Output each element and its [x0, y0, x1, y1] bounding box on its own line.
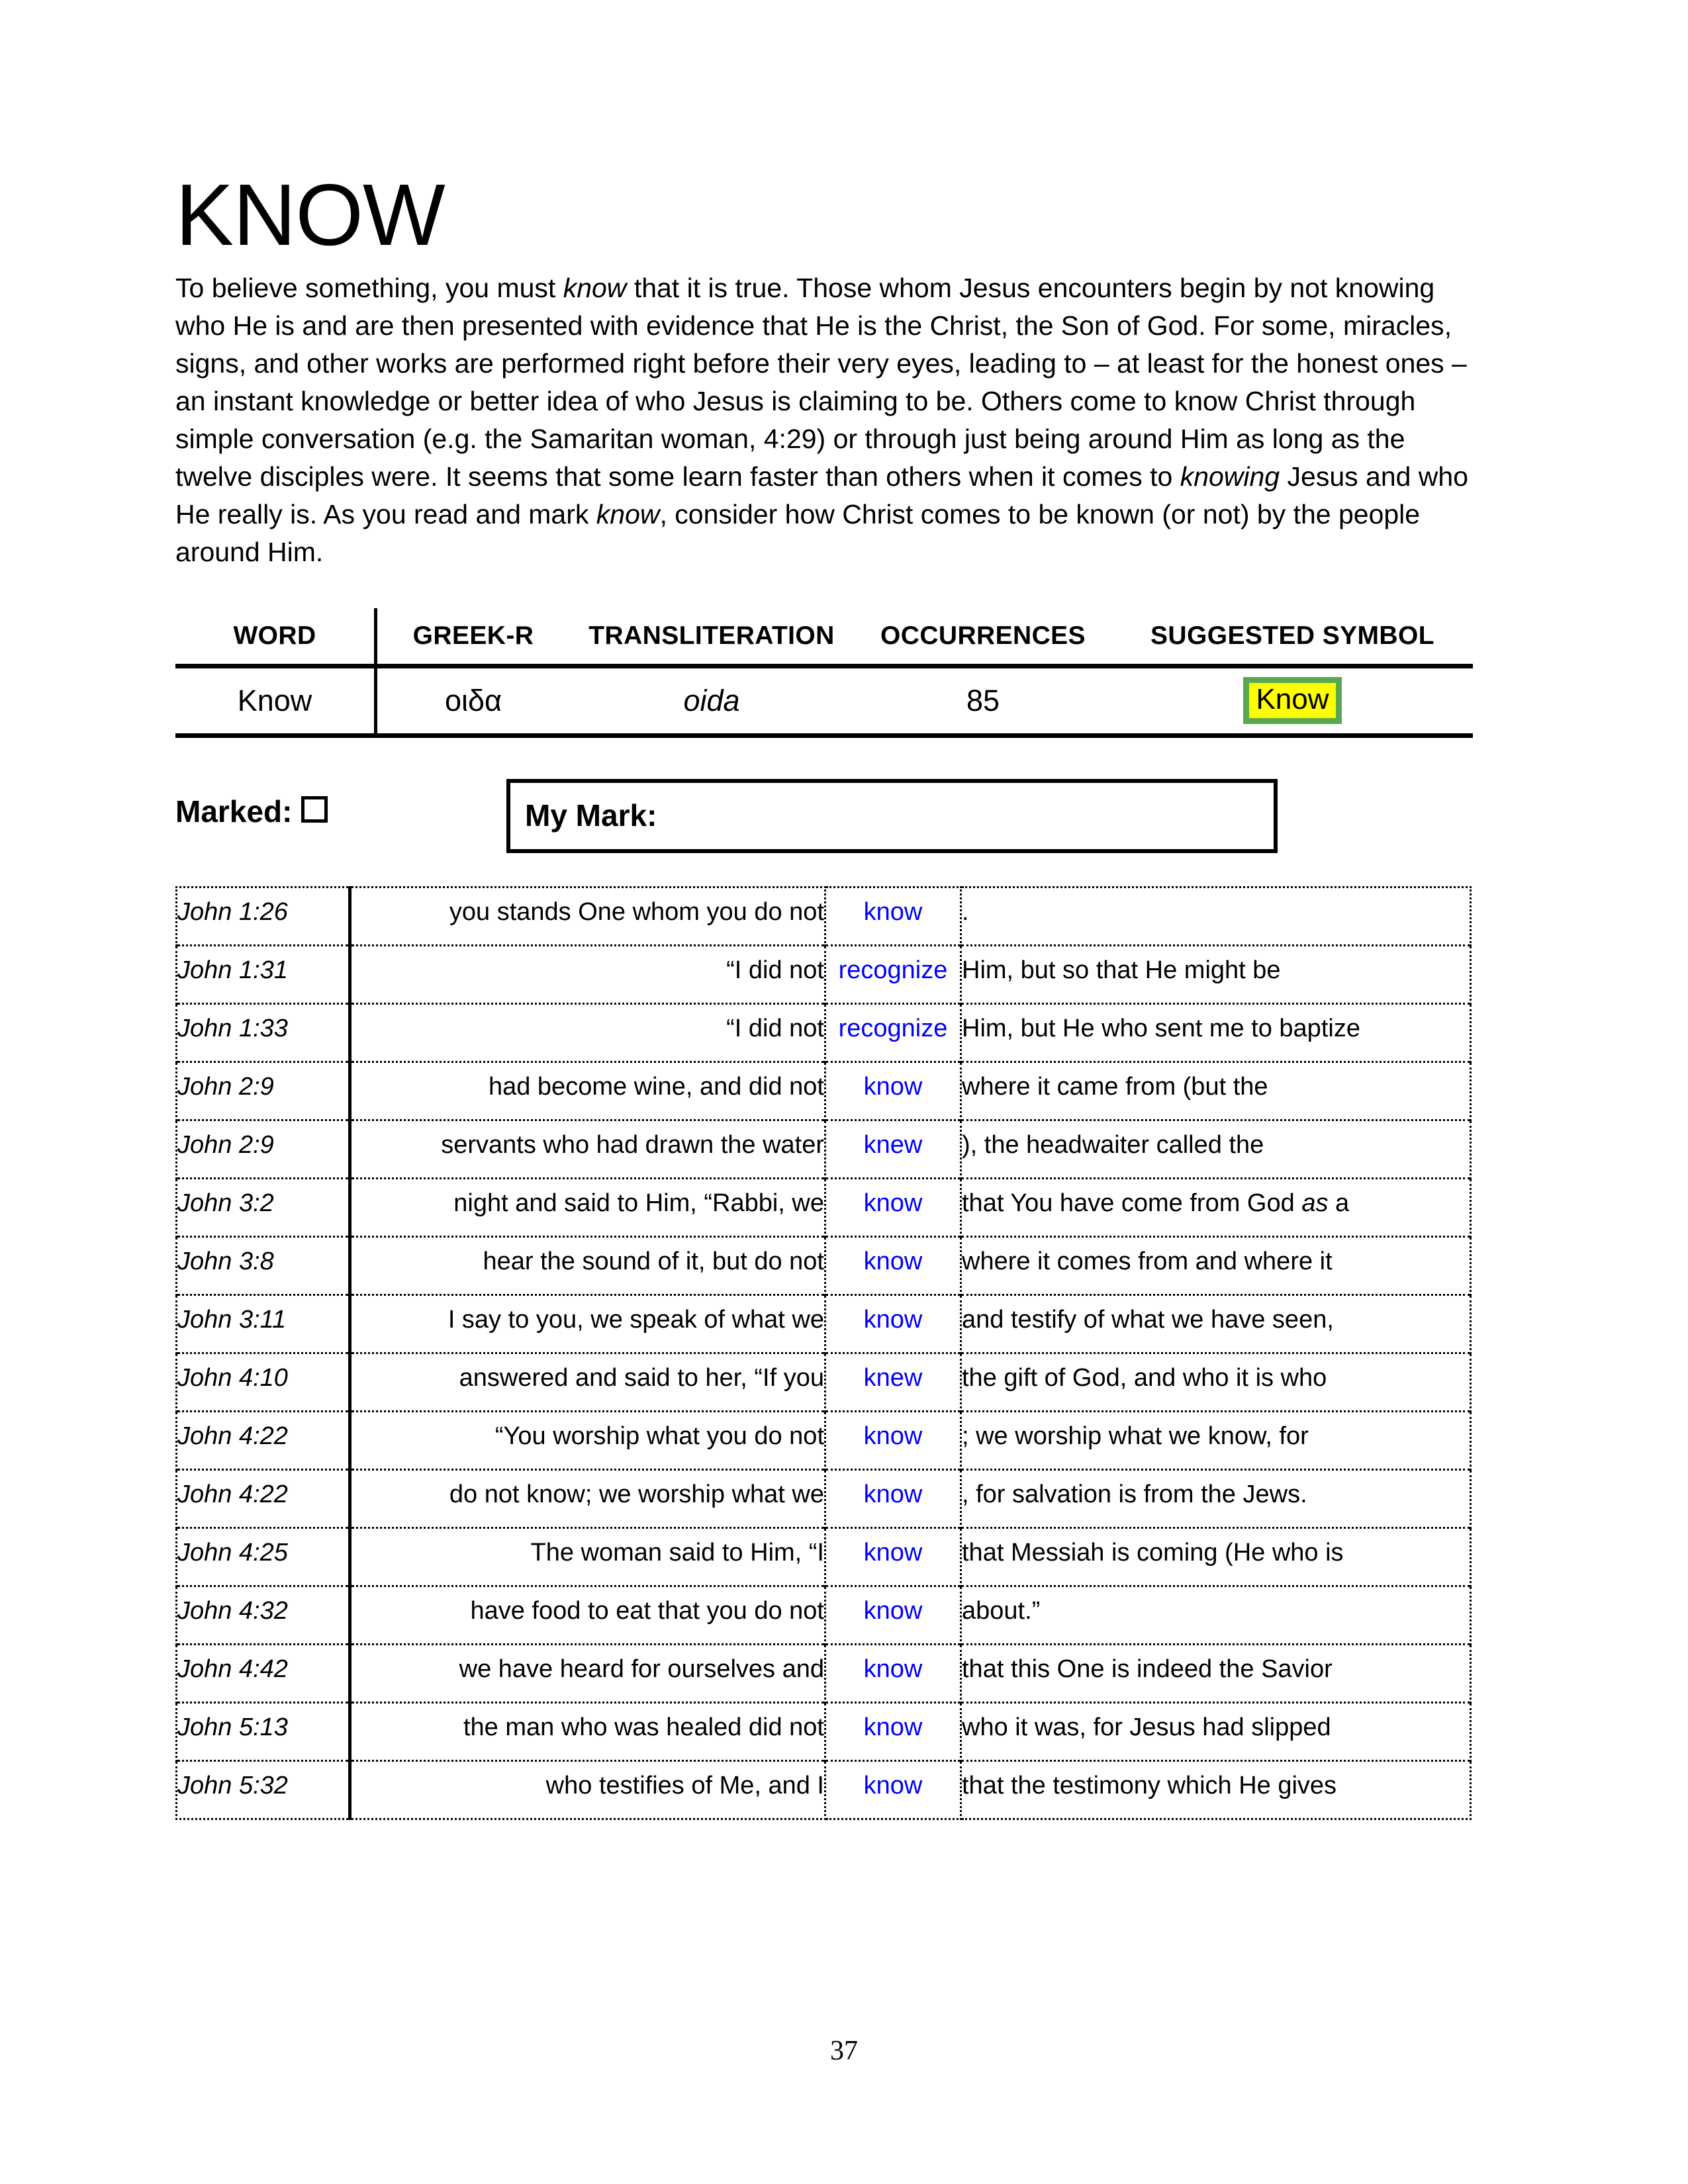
- verse-text-after: [961, 1469, 1471, 1527]
- verse-keyword: [825, 1760, 961, 1819]
- table-row: [177, 1353, 1471, 1411]
- table-row: [177, 1411, 1471, 1469]
- verse-text-after-text: that the testimony which He gives: [962, 1771, 1337, 1799]
- verse-text-before: [350, 1295, 825, 1353]
- verse-text-before: [350, 1120, 825, 1178]
- verse-reference-text: John 1:33: [177, 1014, 288, 1042]
- marked-checkbox[interactable]: [301, 796, 328, 823]
- verse-keyword: [825, 1295, 961, 1353]
- verse-text-before: [350, 1644, 825, 1702]
- verse-keyword-text: recognize: [838, 1014, 948, 1042]
- verse-keyword-text: know: [863, 1596, 923, 1625]
- verse-occurrence-table: [175, 886, 1472, 1820]
- verse-reference: [177, 1469, 350, 1527]
- verse-text-after: [961, 1527, 1471, 1586]
- verse-keyword-text: know: [863, 1771, 923, 1799]
- greek-value: οιδα: [376, 666, 570, 735]
- verse-reference: [177, 1062, 350, 1120]
- verse-reference-text: John 1:26: [177, 897, 288, 926]
- table-row: [177, 1236, 1471, 1295]
- word-table-header-word: WORD: [175, 608, 376, 666]
- word-table-header-row: [175, 608, 1473, 666]
- verse-keyword-text: know: [863, 897, 923, 926]
- verse-text-after: [961, 1120, 1471, 1178]
- verse-text-before-text: I say to you, we speak of what we: [447, 1305, 824, 1334]
- verse-keyword-text: know: [863, 1189, 923, 1217]
- verse-text-after-text: Him, but He who sent me to baptize: [962, 1014, 1360, 1042]
- intro-emphasis: know: [563, 272, 627, 303]
- transliteration-value: oida: [569, 666, 854, 735]
- verse-text-before-text: had become wine, and did not: [488, 1072, 824, 1101]
- marked-label-group: [175, 794, 328, 829]
- verse-text-after: [961, 1411, 1471, 1469]
- verse-text-after-text: ; we worship what we know, for: [962, 1422, 1309, 1450]
- verse-keyword-text: know: [863, 1422, 923, 1450]
- intro-emphasis: knowing: [1180, 461, 1280, 492]
- verse-reference: [177, 1353, 350, 1411]
- table-row: [177, 1527, 1471, 1586]
- verse-text-before-text: The woman said to Him, “I: [530, 1538, 824, 1567]
- verse-keyword-text: know: [863, 1247, 923, 1275]
- verse-reference: [177, 1003, 350, 1062]
- verse-text-before-text: hear the sound of it, but do not: [483, 1247, 824, 1275]
- verse-text-before-text: “I did not: [726, 956, 824, 984]
- verse-text-before: [350, 1527, 825, 1586]
- verse-text-after-text: ), the headwaiter called the: [962, 1130, 1264, 1159]
- occurrences-value: 85: [854, 666, 1112, 735]
- verse-reference-text: John 4:32: [177, 1596, 288, 1625]
- verse-table-body: [177, 887, 1471, 1819]
- verse-text-after-text: the gift of God, and who it is who: [962, 1363, 1327, 1392]
- verse-text-before: [350, 887, 825, 945]
- verse-reference: [177, 1527, 350, 1586]
- verse-keyword: [825, 887, 961, 945]
- verse-reference: [177, 1586, 350, 1644]
- verse-text-after: [961, 945, 1471, 1003]
- verse-keyword: [825, 1469, 961, 1527]
- suggested-symbol-badge: Know: [1243, 677, 1341, 724]
- verse-text-after: [961, 1003, 1471, 1062]
- verse-text-before-text: who testifies of Me, and I: [545, 1771, 824, 1799]
- verse-text-after: [961, 1178, 1471, 1236]
- verse-reference-text: John 1:31: [177, 956, 288, 984]
- word-info-table: [175, 608, 1473, 738]
- table-row: [177, 887, 1471, 945]
- verse-text-before: [350, 1702, 825, 1760]
- verse-keyword: [825, 1411, 961, 1469]
- verse-text-after: [961, 1644, 1471, 1702]
- verse-text-after-text: where it came from (but the: [962, 1072, 1268, 1101]
- verse-keyword-text: know: [863, 1480, 923, 1508]
- verse-text-before: [350, 1236, 825, 1295]
- verse-text-before: [350, 1760, 825, 1819]
- table-row: [177, 1702, 1471, 1760]
- page-content: [175, 166, 1476, 1820]
- table-row: [177, 1469, 1471, 1527]
- verse-text-before-text: we have heard for ourselves and: [459, 1655, 824, 1683]
- intro-text: Jesus and who He really is. As you read and mark: [175, 461, 1469, 529]
- verse-text-after-text: who it was, for Jesus had slipped: [962, 1713, 1331, 1741]
- verse-reference: [177, 1236, 350, 1295]
- verse-reference-text: John 2:9: [177, 1072, 274, 1101]
- verse-reference: [177, 887, 350, 945]
- verse-keyword: [825, 1702, 961, 1760]
- verse-keyword: [825, 1003, 961, 1062]
- verse-reference-text: John 2:9: [177, 1130, 274, 1159]
- verse-text-before-text: do not know; we worship what we: [449, 1480, 824, 1508]
- verse-reference-text: John 4:25: [177, 1538, 288, 1567]
- verse-text-after-text: .: [962, 897, 969, 926]
- verse-reference-text: John 3:11: [177, 1305, 287, 1334]
- verse-text-before: [350, 1178, 825, 1236]
- verse-keyword: [825, 945, 961, 1003]
- verse-text-before-text: “I did not: [726, 1014, 824, 1042]
- page-number: 37: [830, 2036, 858, 2066]
- table-row: [177, 945, 1471, 1003]
- verse-text-before-text: answered and said to her, “If you: [459, 1363, 824, 1392]
- table-row: [177, 1062, 1471, 1120]
- verse-text-after: [961, 1062, 1471, 1120]
- verse-text-before-text: night and said to Him, “Rabbi, we: [453, 1189, 824, 1217]
- verse-reference-text: John 3:2: [177, 1189, 274, 1217]
- verse-reference-text: John 4:22: [177, 1480, 288, 1508]
- verse-reference-text: John 5:32: [177, 1771, 288, 1799]
- verse-text-after-text: that this One is indeed the Savior: [962, 1655, 1333, 1683]
- verse-keyword: [825, 1178, 961, 1236]
- verse-keyword: [825, 1527, 961, 1586]
- verse-keyword: [825, 1120, 961, 1178]
- verse-reference: [177, 1295, 350, 1353]
- verse-reference: [177, 1411, 350, 1469]
- verse-reference: [177, 1120, 350, 1178]
- intro-emphasis: know: [596, 498, 660, 529]
- verse-text-after-text: where it comes from and where it: [962, 1247, 1333, 1275]
- verse-text-after-text: and testify of what we have seen,: [962, 1305, 1334, 1334]
- verse-text-before: [350, 1003, 825, 1062]
- marked-section: [175, 779, 1476, 858]
- verse-keyword: [825, 1353, 961, 1411]
- verse-text-before: [350, 1586, 825, 1644]
- verse-reference-text: John 5:13: [177, 1713, 288, 1741]
- verse-emphasis: as: [1301, 1189, 1329, 1217]
- verse-text-after: [961, 1353, 1471, 1411]
- verse-text-before-text: have food to eat that you do not: [470, 1596, 824, 1625]
- page-title: KNOW: [175, 166, 445, 263]
- marked-label: Marked:: [175, 794, 293, 829]
- word-value: Know: [175, 666, 376, 735]
- verse-text-before: [350, 1411, 825, 1469]
- intro-text: , consider how Christ comes to be known (or not) by the people around Him.: [175, 498, 1421, 567]
- verse-text-before-text: you stands One whom you do not: [449, 897, 824, 926]
- word-table-header-translit: TRANSLITERATION: [569, 608, 854, 666]
- my-mark-box[interactable]: [506, 779, 1278, 853]
- verse-keyword-text: recognize: [838, 956, 948, 984]
- table-row: [177, 1003, 1471, 1062]
- verse-text-after-text: that You have come from God as a: [962, 1189, 1350, 1217]
- verse-text-after: [961, 1702, 1471, 1760]
- verse-reference-text: John 4:42: [177, 1655, 288, 1683]
- verse-keyword: [825, 1062, 961, 1120]
- verse-keyword: [825, 1586, 961, 1644]
- verse-text-after: [961, 1236, 1471, 1295]
- intro-text: that it is true. Those whom Jesus encounters begin by not knowing who He is and are then presented with evidence that He is the Christ, the Son of God. For some, miracles, signs, and other works are performed right before their very eyes, leading to – at least for the honest ones – an instant knowledge or better idea of who Jesus is claiming to be. Others come to know Christ through simple conversation (e.g. the Samaritan woman, 4:29) or through just being around Him as long as the twelve disciples were. It seems that some learn faster than others when it comes to: [175, 272, 1467, 492]
- table-row: [177, 1178, 1471, 1236]
- verse-text-before-text: servants who had drawn the water: [441, 1130, 824, 1159]
- table-row: [177, 1644, 1471, 1702]
- verse-keyword-text: knew: [863, 1363, 923, 1392]
- verse-reference: [177, 1178, 350, 1236]
- my-mark-label: My Mark:: [525, 797, 657, 833]
- verse-reference-text: John 3:8: [177, 1247, 274, 1275]
- verse-text-after: [961, 1295, 1471, 1353]
- word-table-header-symbol: SUGGESTED SYMBOL: [1112, 608, 1473, 666]
- verse-keyword-text: know: [863, 1305, 923, 1334]
- verse-text-before: [350, 1469, 825, 1527]
- verse-keyword-text: know: [863, 1655, 923, 1683]
- verse-keyword: [825, 1236, 961, 1295]
- verse-text-before: [350, 1353, 825, 1411]
- verse-keyword-text: knew: [863, 1130, 923, 1159]
- verse-text-before: [350, 1062, 825, 1120]
- verse-keyword: [825, 1644, 961, 1702]
- table-row: [177, 1295, 1471, 1353]
- intro-text: To believe something, you must: [175, 272, 563, 303]
- verse-reference: [177, 1644, 350, 1702]
- verse-reference: [177, 1702, 350, 1760]
- verse-reference-text: John 4:10: [177, 1363, 288, 1392]
- word-table-header-occurrences: OCCURRENCES: [854, 608, 1112, 666]
- word-table-data-row: [175, 666, 1473, 735]
- verse-text-before-text: “You worship what you do not: [494, 1422, 824, 1450]
- verse-text-after-text: , for salvation is from the Jews.: [962, 1480, 1307, 1508]
- verse-text-before-text: the man who was healed did not: [463, 1713, 824, 1741]
- verse-text-after: [961, 887, 1471, 945]
- verse-keyword-text: know: [863, 1538, 923, 1567]
- verse-text-after: [961, 1760, 1471, 1819]
- verse-text-after: [961, 1586, 1471, 1644]
- verse-text-after-text: about.”: [962, 1596, 1041, 1625]
- verse-reference-text: John 4:22: [177, 1422, 288, 1450]
- verse-text-after-text: Him, but so that He might be: [962, 956, 1281, 984]
- word-table-header-greek: GREEK-R: [376, 608, 570, 666]
- verse-reference: [177, 1760, 350, 1819]
- table-row: [177, 1760, 1471, 1819]
- verse-text-after-text: that Messiah is coming (He who is: [962, 1538, 1344, 1567]
- table-row: [177, 1120, 1471, 1178]
- table-row: [177, 1586, 1471, 1644]
- suggested-symbol-cell: [1112, 666, 1473, 735]
- verse-reference: [177, 945, 350, 1003]
- verse-text-before: [350, 945, 825, 1003]
- verse-keyword-text: know: [863, 1713, 923, 1741]
- intro-paragraph: [175, 269, 1476, 571]
- verse-keyword-text: know: [863, 1072, 923, 1101]
